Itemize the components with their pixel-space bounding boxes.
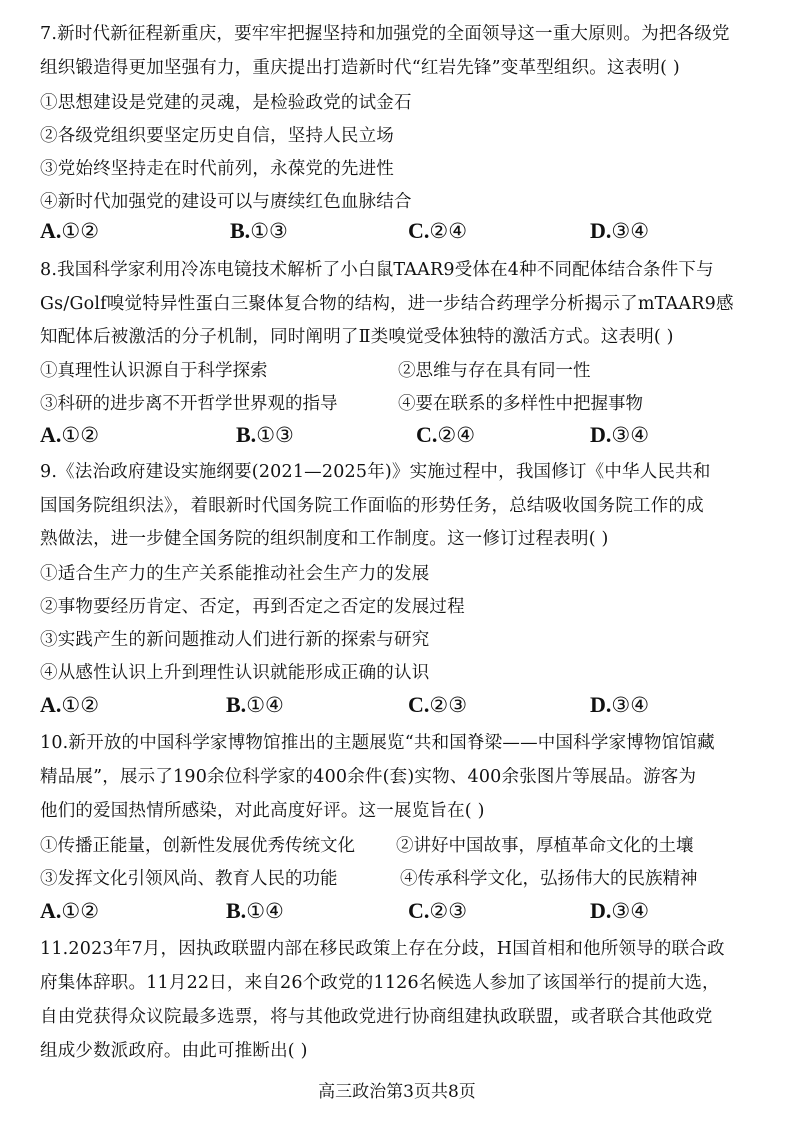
q7-stem-line-1: 7.新时代新征程新重庆，要牢牢把握坚持和加强党的全面领导这一重大原则。为把各级党 <box>40 24 730 44</box>
q8-option-c[interactable]: C.②④ <box>416 422 476 447</box>
q11-stem-line-2: 府集体辞职。11月22日，来自26个政党的1126名候选人参加了该国举行的提前大选， <box>40 973 720 993</box>
q9-option-c[interactable]: C.②③ <box>408 692 468 717</box>
q7-option-a[interactable]: A.①② <box>40 218 100 243</box>
q11-stem-line-1: 11.2023年7月，因执政联盟内部在移民政策上存在分歧，H国首相和他所领导的联合政 <box>40 939 725 959</box>
q8-stem-line-2: Gs/Golf嗅觉特异性蛋白三聚体复合物的结构，进一步结合药理学分析揭示了mTAAR9感 <box>40 294 734 314</box>
q8-statement-1: ①真理性认识源自于科学探索 <box>40 361 268 381</box>
q8-stem-line-1: 8.我国科学家利用冷冻电镜技术解析了小白鼠TAAR9受体在4种不同配体结合条件下与 <box>40 260 714 280</box>
q7-statement-1: ①思想建设是党建的灵魂，是检验政党的试金石 <box>40 93 412 113</box>
q10-statement-3: ③发挥文化引领风尚、教育人民的功能 <box>40 869 338 889</box>
q8-statements-row-2 <box>40 391 760 417</box>
q9-option-a[interactable]: A.①② <box>40 692 100 717</box>
q10-statements-row-1 <box>40 833 760 859</box>
q9-statement-1: ①适合生产力的生产关系能推动社会生产力的发展 <box>40 564 430 584</box>
q10-stem-line-1: 10.新开放的中国科学家博物馆推出的主题展览“共和国脊梁——中国科学家博物馆馆藏 <box>40 733 715 753</box>
q10-statement-4: ④传承科学文化，弘扬伟大的民族精神 <box>400 869 698 889</box>
q10-stem-line-3: 他们的爱国热情所感染，对此高度好评。这一展览旨在( ) <box>40 801 485 821</box>
q7-statement-3: ③党始终坚持走在时代前列，永葆党的先进性 <box>40 159 394 179</box>
q10-stem-line-2: 精品展”，展示了190余位科学家的400余件(套)实物、400余张图片等展品。游客为 <box>40 767 697 787</box>
q10-option-b[interactable]: B.①④ <box>226 898 284 923</box>
q8-option-a[interactable]: A.①② <box>40 422 100 447</box>
q11-stem-line-4: 组成少数派政府。由此可推断出( ) <box>40 1041 308 1061</box>
q10-statement-1: ①传播正能量，创新性发展优秀传统文化 <box>40 836 355 856</box>
q10-option-c[interactable]: C.②③ <box>408 898 468 923</box>
q10-option-d[interactable]: D.③④ <box>590 898 650 923</box>
q9-stem-line-3: 熟做法，进一步健全国务院的组织制度和工作制度。这一修订过程表明( ) <box>40 529 609 549</box>
q8-option-b[interactable]: B.①③ <box>236 422 294 447</box>
q9-stem-line-1: 9.《法治政府建设实施纲要(2021—2025年)》实施过程中，我国修订《中华人民共和 <box>40 462 711 482</box>
q9-statement-3: ③实践产生的新问题推动人们进行新的探索与研究 <box>40 630 430 650</box>
q10-statements-row-2 <box>40 866 760 892</box>
q9-statement-2: ②事物要经历肯定、否定，再到否定之否定的发展过程 <box>40 597 465 617</box>
q9-option-b[interactable]: B.①④ <box>226 692 284 717</box>
q9-stem-line-2: 国国务院组织法》，着眼新时代国务院工作面临的形势任务，总结吸收国务院工作的成 <box>40 496 704 516</box>
page-footer: 高三政治第3页共8页 <box>318 1082 476 1102</box>
q8-option-d[interactable]: D.③④ <box>590 422 650 447</box>
q8-stem-line-3: 知配体后被激活的分子机制，同时阐明了Ⅱ类嗅觉受体独特的激活方式。这表明( ) <box>40 327 674 347</box>
q7-statement-4: ④新时代加强党的建设可以与赓续红色血脉结合 <box>40 192 412 212</box>
q10-options <box>40 896 760 926</box>
q10-option-a[interactable]: A.①② <box>40 898 100 923</box>
q8-options <box>40 420 760 450</box>
q8-statement-4: ④要在联系的多样性中把握事物 <box>398 394 643 414</box>
q7-option-b[interactable]: B.①③ <box>230 218 288 243</box>
q7-stem-line-2: 组织锻造得更加坚强有力，重庆提出打造新时代“红岩先锋”变革型组织。这表明( ) <box>40 58 680 78</box>
q11-stem-line-3: 自由党获得众议院最多选票，将与其他政党进行协商组建执政联盟，或者联合其他政党 <box>40 1007 713 1027</box>
q7-option-c[interactable]: C.②④ <box>408 218 468 243</box>
q10-statement-2: ②讲好中国故事，厚植革命文化的土壤 <box>396 836 694 856</box>
q7-option-d[interactable]: D.③④ <box>590 218 650 243</box>
q7-options <box>40 216 760 246</box>
q8-statements-row-1 <box>40 358 760 384</box>
q9-statement-4: ④从感性认识上升到理性认识就能形成正确的认识 <box>40 663 430 683</box>
q8-statement-3: ③科研的进步离不开哲学世界观的指导 <box>40 394 338 414</box>
q9-options <box>40 690 760 720</box>
q8-statement-2: ②思维与存在具有同一性 <box>398 361 591 381</box>
q9-option-d[interactable]: D.③④ <box>590 692 650 717</box>
q7-statement-2: ②各级党组织要坚定历史自信，坚持人民立场 <box>40 126 394 146</box>
